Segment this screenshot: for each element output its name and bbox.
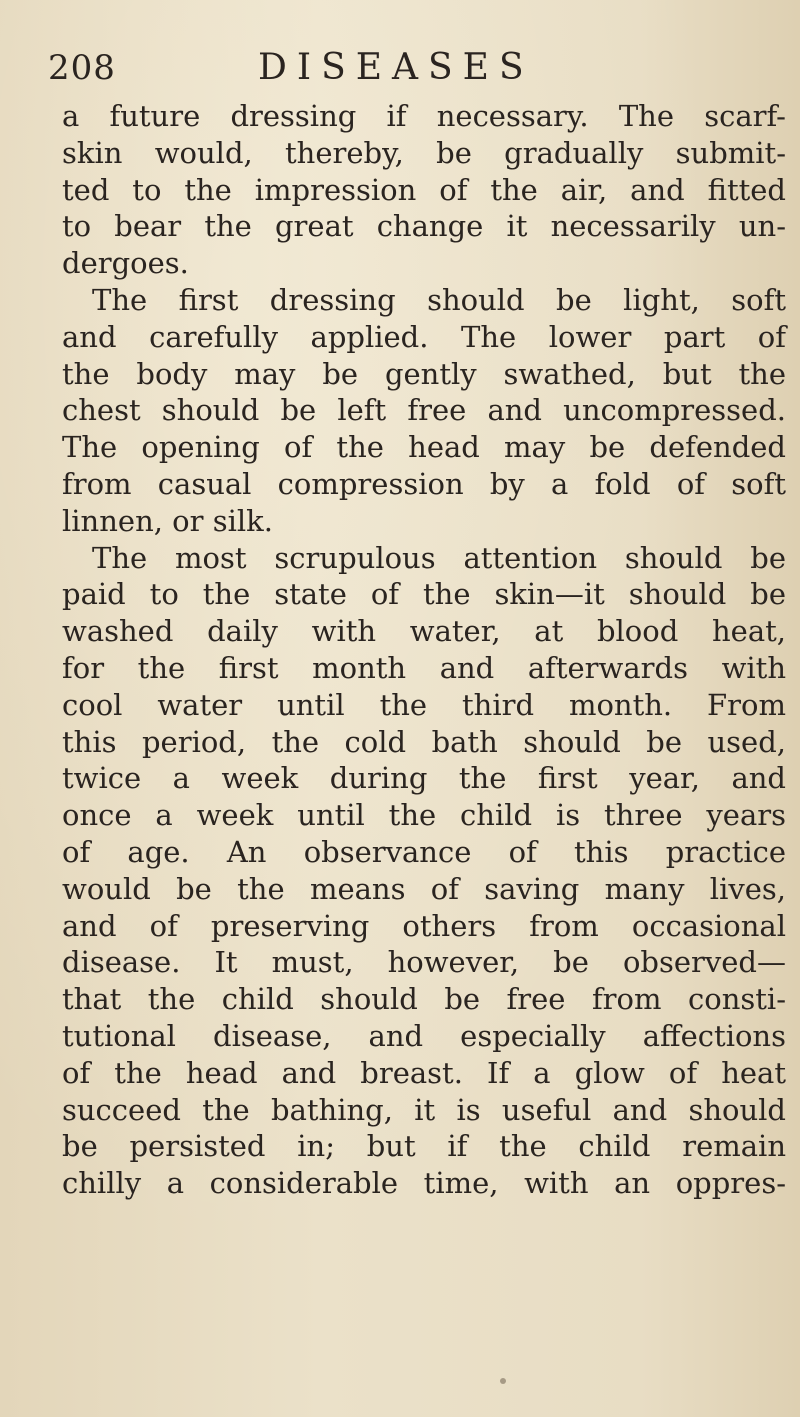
text-line: tutional disease, and especially affections bbox=[62, 1018, 786, 1053]
text-line: chest should be left free and uncompressed. bbox=[62, 393, 786, 428]
text-line: cool water until the third month. From bbox=[62, 687, 786, 722]
body-text bbox=[62, 98, 786, 1202]
text-line: once a week until the child is three years bbox=[62, 798, 786, 833]
text-line: washed daily with water, at blood heat, bbox=[62, 614, 786, 649]
text-line: and of preserving others from occasional bbox=[62, 908, 786, 943]
text-line: ted to the impression of the air, and fitted bbox=[62, 172, 786, 207]
text-line: that the child should be free from consti- bbox=[62, 982, 786, 1017]
text-line: would be the means of saving many lives, bbox=[62, 871, 786, 906]
page-number: 208 bbox=[48, 48, 116, 88]
text-line: dergoes. bbox=[62, 246, 189, 281]
text-line: succeed the bathing, it is useful and should bbox=[62, 1092, 786, 1127]
paragraph-start-line: The most scrupulous attention should be bbox=[92, 540, 786, 575]
text-line: to bear the great change it necessarily un- bbox=[62, 209, 786, 244]
text-line: The opening of the head may be defended bbox=[62, 430, 786, 465]
text-line: for the first month and afterwards with bbox=[62, 650, 786, 685]
text-line: and carefully applied. The lower part of bbox=[62, 319, 786, 354]
text-line: this period, the cold bath should be used, bbox=[62, 724, 786, 759]
paragraph-start-line: The first dressing should be light, soft bbox=[92, 282, 786, 317]
text-line: linnen, or silk. bbox=[62, 503, 273, 538]
running-head: DISEASES bbox=[258, 47, 534, 88]
text-line: a future dressing if necessary. The scarf- bbox=[62, 99, 786, 133]
page-header bbox=[48, 48, 748, 92]
text-line: of age. An observance of this practice bbox=[62, 834, 786, 869]
text-line: skin would, thereby, be gradually submit- bbox=[62, 135, 786, 170]
text-line: paid to the state of the skin—it should be bbox=[62, 577, 786, 612]
text-line: chilly a considerable time, with an oppres- bbox=[62, 1166, 786, 1201]
text-line: of the head and breast. If a glow of heat bbox=[62, 1055, 786, 1090]
ink-spot bbox=[500, 1378, 506, 1384]
text-line: be persisted in; but if the child remain bbox=[62, 1129, 786, 1164]
text-line: disease. It must, however, be observed— bbox=[62, 945, 786, 980]
text-line: from casual compression by a fold of soft bbox=[62, 466, 786, 501]
text-line: twice a week during the first year, and bbox=[62, 761, 786, 796]
text-line: the body may be gently swathed, but the bbox=[62, 356, 786, 391]
